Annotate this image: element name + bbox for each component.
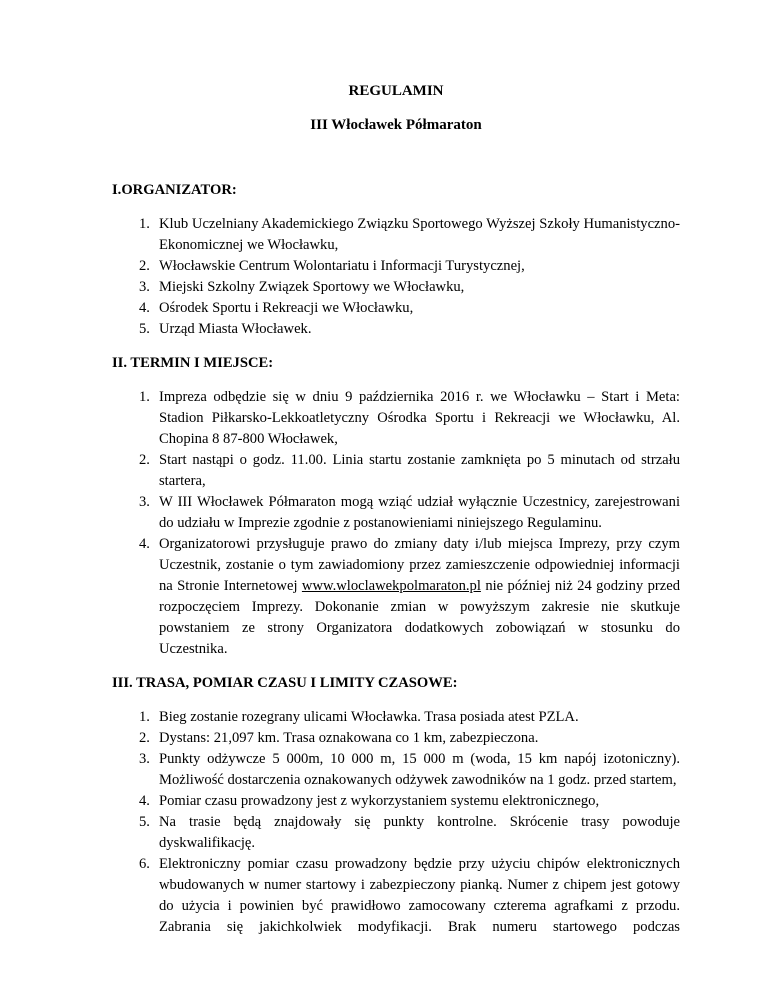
list-item-number: 5.	[139, 321, 150, 337]
list-item-text-before-link: Organizatorowi przysługuje prawo do zmiany daty i/lub miejsca Imprezy, przy czym Uczestnik, zostanie o tym zawiadomiony przez zamieszczenie odpowiedniej informacji na Stronie Internetowej	[159, 536, 680, 594]
list-item-number: 4.	[139, 300, 150, 316]
list-item	[139, 256, 680, 277]
list-item-number: 2.	[139, 730, 150, 746]
list-item	[139, 277, 680, 298]
list-item-text: W III Włocławek Półmaraton mogą wziąć udział wyłącznie Uczestnicy, zarejestrowani do udziału w Imprezie zgodnie z postanowieniami niniejszego Regulaminu.	[159, 494, 680, 531]
list-item-text: Miejski Szkolny Związek Sportowy we Włocławku,	[159, 279, 465, 295]
document-title: REGULAMIN	[348, 83, 444, 99]
list-item	[139, 298, 680, 319]
list-item-number: 6.	[139, 856, 150, 872]
termin-list	[112, 387, 680, 660]
list-item	[139, 387, 680, 450]
list-item	[139, 728, 680, 749]
list-item-number: 1.	[139, 709, 150, 725]
list-item-number: 4.	[139, 793, 150, 809]
list-item-number: 4.	[139, 536, 150, 552]
list-item-text-after-link: nie później niż 24 godziny przed rozpoczęciem Imprezy. Dokonanie zmian w powyższym zakresie nie skutkuje powstaniem ze strony Organizatora dodatkowych zobowiązań w stosunku do Uczestnika.	[159, 578, 680, 657]
list-item	[139, 492, 680, 534]
list-item-text: Dystans: 21,097 km. Trasa oznakowana co 1 km, zabezpieczona.	[159, 730, 539, 746]
list-item-text: Na trasie będą znajdowały się punkty kontrolne. Skrócenie trasy powoduje dyskwalifikację.	[159, 814, 680, 851]
list-item-number: 3.	[139, 279, 150, 295]
list-item	[139, 707, 680, 728]
list-item-text: Impreza odbędzie się w dniu 9 października 2016 r. we Włocławku – Start i Meta: Stadion Piłkarsko-Lekkoatletyczny Ośrodka Sportu i Rekreacji we Włocławku, Al. Chopina 8 87-800 Włocławek,	[159, 389, 680, 447]
list-item-text: Elektroniczny pomiar czasu prowadzony będzie przy użyciu chipów elektronicznych wbudowanych w numer startowy i zabezpieczony pianką. Numer z chipem jest gotowy do użycia i powinien być prawidłowo zamocowany czterema agrafkami z przodu. Zabrania się jakichkolwiek modyfikacji. Brak numeru startowego podczas	[159, 856, 680, 935]
list-item-text: Punkty odżywcze 5 000m, 10 000 m, 15 000 m (woda, 15 km napój izotoniczny). Możliwość dostarczenia oznakowanych odżywek zawodników na 1 godz. przed startem,	[159, 751, 680, 788]
list-item-number: 5.	[139, 814, 150, 830]
document-subtitle: III Włocławek Półmaraton	[310, 117, 482, 133]
list-item-text: Start nastąpi o godz. 11.00. Linia startu zostanie zamknięta po 5 minutach od strzału startera,	[159, 452, 680, 489]
list-item-text: Bieg zostanie rozegrany ulicami Włocławka. Trasa posiada atest PZLA.	[159, 709, 579, 725]
list-item-number: 3.	[139, 751, 150, 767]
section-heading-trasa: III. TRASA, POMIAR CZASU I LIMITY CZASOWE:	[112, 675, 458, 691]
list-item-text: Pomiar czasu prowadzony jest z wykorzystaniem systemu elektronicznego,	[159, 793, 600, 809]
list-item	[139, 214, 680, 256]
list-item-text: Klub Uczelniany Akademickiego Związku Sportowego Wyższej Szkoły Humanistyczno-Ekonomicznej we Włocławku,	[159, 216, 680, 253]
list-item-number: 3.	[139, 494, 150, 510]
list-item	[139, 749, 680, 791]
section-heading-organizator: I.ORGANIZATOR:	[112, 182, 237, 198]
list-item	[139, 791, 680, 812]
list-item-number: 2.	[139, 258, 150, 274]
website-link[interactable]: www.wloclawekpolmaraton.pl	[301, 578, 481, 594]
list-item	[139, 854, 680, 938]
section-heading-termin-i-miejsce: II. TERMIN I MIEJSCE:	[112, 355, 274, 371]
list-item	[139, 812, 680, 854]
list-item-number: 1.	[139, 389, 150, 405]
list-item-number: 2.	[139, 452, 150, 468]
list-item-text: Ośrodek Sportu i Rekreacji we Włocławku,	[159, 300, 414, 316]
list-item-number: 1.	[139, 216, 150, 232]
trasa-list	[112, 707, 680, 938]
list-item	[139, 534, 680, 660]
organizator-list	[112, 214, 680, 340]
list-item-text: Urząd Miasta Włocławek.	[159, 321, 312, 337]
list-item	[139, 450, 680, 492]
list-item	[139, 319, 680, 340]
list-item-text: Włocławskie Centrum Wolontariatu i Informacji Turystycznej,	[159, 258, 525, 274]
